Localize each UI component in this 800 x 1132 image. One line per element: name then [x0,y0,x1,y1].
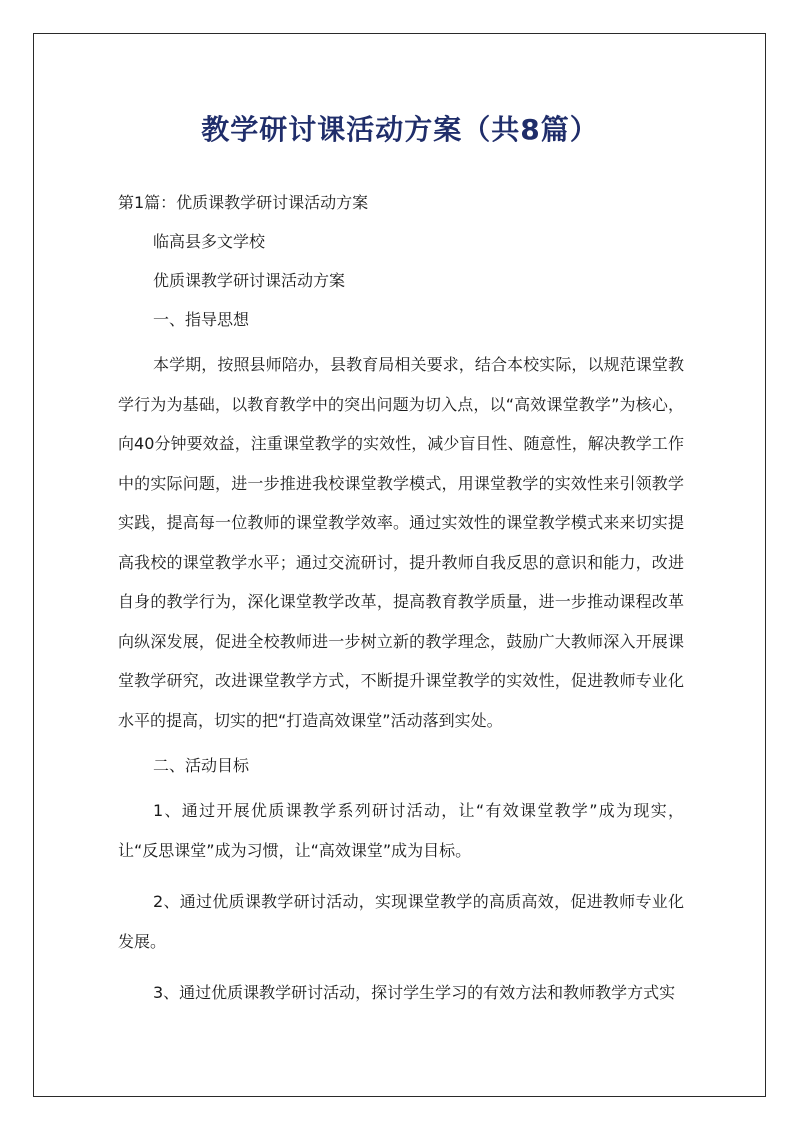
heading-activity-goals: 二、活动目标 [153,756,250,775]
goal-item-3: 3、通过优质课教学研讨活动，探讨学生学习的有效方法和教师教学方式实 [153,983,676,1002]
school-name: 临高县多文学校 [153,232,266,251]
document-body [118,189,684,1013]
document-title: 教学研讨课活动方案（共8篇） [201,113,599,146]
plan-title: 优质课教学研讨课活动方案 [153,271,346,290]
goal-item-1: 1、通过开展优质课教学系列研讨活动，让“有效课堂教学”成为现实，让“反思课堂”成为习惯，让“高效课堂”成为目标。 [118,801,684,860]
section-heading: 第1篇：优质课教学研讨课活动方案 [118,193,369,212]
heading-guiding-ideology: 一、指导思想 [153,310,250,329]
goal-item-2: 2、通过优质课教学研讨活动，实现课堂教学的高质高效，促进教师专业化发展。 [118,892,684,951]
paragraph-guiding-ideology: 本学期，按照县师陪办，县教育局相关要求，结合本校实际，以规范课堂教学行为为基础，以教育教学中的突出问题为切入点，以“高效课堂教学”为核心，向40分钟要效益，注重课堂教学的实效性，减少盲目性、随意性，解决教学工作中的实际问题，进一步推进我校课堂教学模式，用课堂教学的实效性来引领教学实践，提高每一位教师的课堂教学效率。通过实效性的课堂教学模式来来切实提高我校的课堂教学水平；通过交流研讨，提升教师自我反思的意识和能力，改进自身的教学行为，深化课堂教学改革，提高教育教学质量，进一步推动课程改革向纵深发展，促进全校教师进一步树立新的教学理念，鼓励广大教师深入开展课堂教学研究，改进课堂教学方式，不断提升课堂教学的实效性，促进教师专业化水平的提高，切实的把“打造高效课堂”活动落到实处。 [118,355,684,730]
